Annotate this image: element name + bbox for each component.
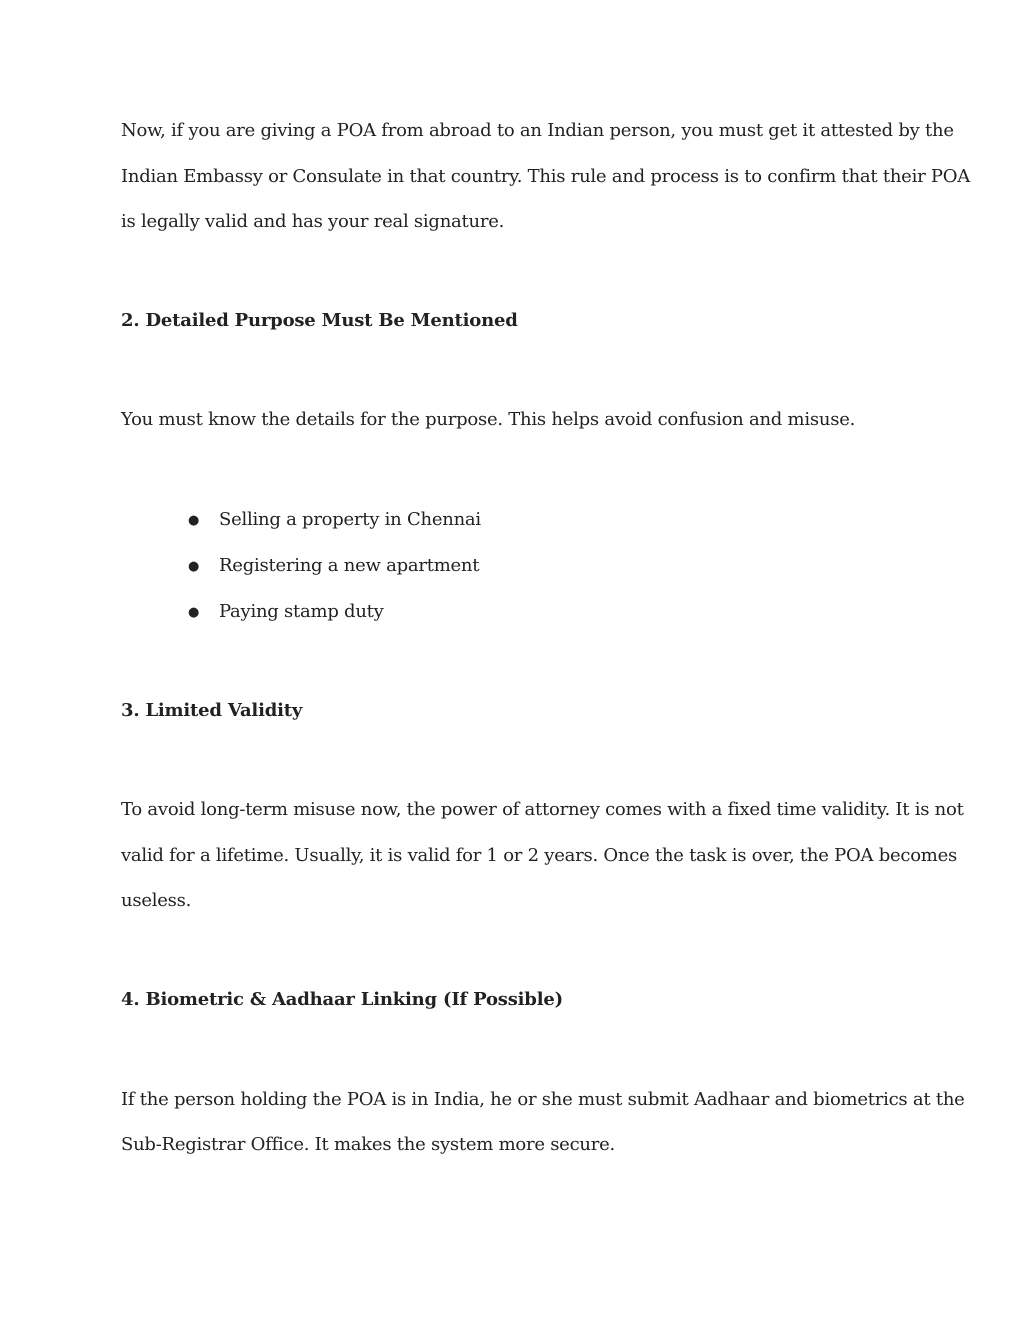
paragraph-line: You must know the details for the purpose. This helps avoid confusion and misuse. (121, 409, 856, 430)
list-item (188, 508, 481, 533)
bullet-icon: ● (188, 559, 200, 574)
paragraph-line: Indian Embassy or Consulate in that country. This rule and process is to confirm that their POA (121, 166, 971, 187)
paragraph-line: Now, if you are giving a POA from abroad to an Indian person, you must get it attested by the (121, 120, 954, 141)
section-heading-limited-validity: 3. Limited Validity (121, 700, 303, 721)
list-item-text: Selling a property in Chennai (219, 509, 481, 530)
paragraph-line: useless. (121, 890, 192, 911)
list-item-text: Paying stamp duty (219, 601, 384, 622)
list-item-text: Registering a new apartment (219, 555, 480, 576)
paragraph-line: To avoid long-term misuse now, the power of attorney comes with a fixed time validity. It is not (121, 799, 964, 820)
paragraph-line: Sub-Registrar Office. It makes the system more secure. (121, 1134, 615, 1155)
paragraph-line: is legally valid and has your real signature. (121, 211, 505, 232)
section-heading-detailed-purpose: 2. Detailed Purpose Must Be Mentioned (121, 310, 518, 331)
bullet-icon: ● (188, 513, 200, 528)
section-heading-biometric-aadhaar: 4. Biometric & Aadhaar Linking (If Possible) (121, 989, 563, 1010)
paragraph-line: If the person holding the POA is in India, he or she must submit Aadhaar and biometrics at the (121, 1089, 965, 1110)
list-item (188, 600, 384, 625)
paragraph-line: valid for a lifetime. Usually, it is valid for 1 or 2 years. Once the task is over, the POA becomes (121, 845, 958, 866)
bullet-icon: ● (188, 605, 200, 620)
list-item (188, 554, 479, 579)
